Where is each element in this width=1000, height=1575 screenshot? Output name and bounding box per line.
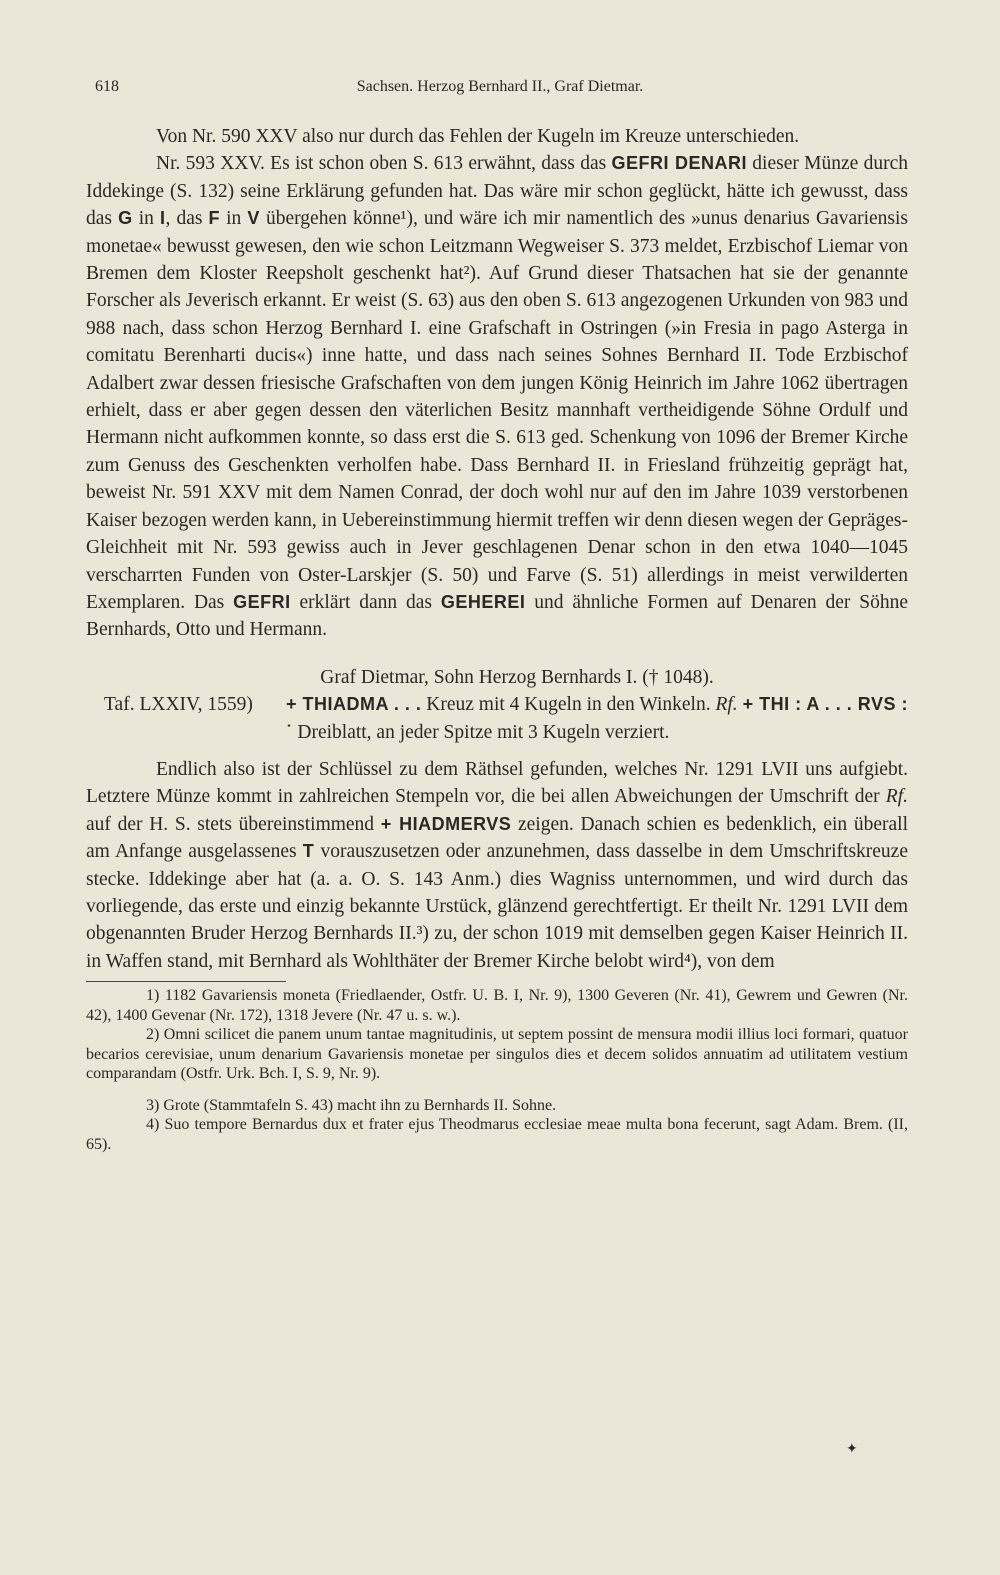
- printer-mark: ✦: [846, 1442, 858, 1457]
- text-run: übergehen könne¹), und wäre ich mir namentlich des »unus denarius Gavariensis monetae« bewusst gewesen, den wie schon Leitzmann Wegweiser S. 373 meldet, Erzbischof Liemar von Bremen dem Kloster Reepsholt geschenkt hat²). Auf Grund dieser Thatsachen hat sie der genannte Forscher als Jeverisch erkannt. Er weist (S. 63) aus den oben S. 613 angezogenen Urkunden von 983 und 988 nach, dass schon Herzog Bernhard I. eine Grafschaft in Ostringen (»in Fresia in pago Asterga in comitatu Berenharti ducis«) inne hatte, und dass nach seines Sohnes Bernhard II. Tode Erzbischof Adalbert zwar dessen friesische Grafschaften von dem jungen König Heinrich im Jahre 1062 übertragen erhielt, dass er aber gegen dessen den väterlichen Besitz mannhaft vertheidigende Söhne Ordulf und Hermann nicht aufkommen konnte, so dass erst die S. 613 ged. Schenkung von 1096 der Bremer Kirche zum Genuss des Geschenkten verholfen habe. Dass Bernhard II. in Friesland frühzeitig geprägt hat, beweist Nr. 591 XXV mit dem Namen Conrad, der doch wohl nur auf den im Jahre 1039 verstorbenen Kaiser bezogen werden kann, in Uebereinstimmung hiermit treffen wir denn diesen wegen der Gepräges-Gleichheit mit Nr. 593 gewiss auch in Jever geschlagenen Denar schon in den etwa 1040—1045 verscharrten Funden von Oster-Larskjer (S. 50) und Farve (S. 51) allerdings in meist verwilderten Exemplaren. Das: [86, 208, 909, 613]
- text-run: auf der H. S. stets übereinstimmend: [86, 813, 381, 835]
- text-run: dieser Münze durch Iddekinge (S. 132) seine Erklärung gefunden hat. Das wäre mir schon geglückt, hätte ich gewusst, dass das: [86, 153, 909, 230]
- text-run: Endlich also ist der Schlüssel zu dem Räthsel gefunden, welches Nr. 1291 LVII uns aufgiebt. Letztere Münze kommt in zahlreichen Stempeln vor, die bei allen Abweichungen der Umschrift der: [86, 758, 908, 808]
- footnote-4: 4) Suo tempore Bernardus dux et frater ejus Theodmarus ecclesiae meae multa bona fecerunt, sagt Adam. Brem. (II, 65).: [86, 1116, 908, 1153]
- text-run: erklärt dann das: [290, 591, 441, 613]
- coin-legend: + THI : A . . . RVS : ˙: [286, 694, 908, 742]
- footnote-1: 1) 1182 Gavariensis moneta (Friedlaender, Ostfr. U. B. I, Nr. 9), 1300 Geveren (Nr. 41), Gewrem und Gewren (Nr. 42), 1400 Gevenar (Nr. 172), 1318 Jevere (Nr. 47 u. s. w.).: [86, 987, 908, 1024]
- coin-letter: G: [118, 208, 133, 229]
- coin-legend: GEFRI DENARI: [611, 153, 747, 174]
- coin-legend: + THIADMA . . .: [286, 694, 422, 715]
- coin-letter: F: [208, 208, 221, 229]
- plate-description: [286, 691, 908, 746]
- coin-letter: I: [159, 208, 166, 229]
- text-run: vorauszusetzen oder anzunehmen, dass dasselbe in dem Umschriftskreuze stecke. Iddekinge aber hat (a. a. O. S. 143 Anm.) dies Wagniss unternommen, und wird durch das vorliegende, das erste und einzig bekannte Urstück, glänzend gerechtfertigt. Er theilt Nr. 1291 LVII dem obgenannten Bruder Herzog Bernhards II.³) zu, der schon 1019 mit demselben gegen Kaiser Heinrich II. in Waffen stand, mit Bernhard als Wohlthäter der Bremer Kirche belobt wird⁴), von dem: [86, 841, 908, 972]
- running-header: [95, 78, 905, 102]
- running-title: Sachsen. Herzog Bernhard II., Graf Dietmar.: [356, 78, 644, 95]
- section-heading: Graf Dietmar, Sohn Herzog Bernhards I. († 1048).: [320, 666, 714, 688]
- text-run: , das: [165, 208, 209, 230]
- footnote-2: 2) Omni scilicet die panem unum tantae magnitudinis, ut septem possint de mensura modii illius loci formari, quatuor becarios cerevisiae, unum denarium Gavariensis monetae per singulos dies et decem solidos annuatim ad utilitatem vestium comparandam (Ostfr. Urk. Bch. I, S. 9, Nr. 9).: [86, 1026, 908, 1083]
- reverse-abbrev: Rf.: [885, 786, 908, 808]
- text-run: und ähnliche Formen auf Denaren der Söhne Bernhards, Otto und Hermann.: [86, 591, 908, 641]
- footnote-3: 3) Grote (Stammtafeln S. 43) macht ihn zu Bernhards II. Sohne.: [146, 1096, 557, 1114]
- paragraph-1: Von Nr. 590 XXV also nur durch das Fehlen der Kugeln im Kreuze unterschieden.: [156, 126, 800, 147]
- text-run: Nr. 593 XXV. Es ist schon oben S. 613 erwähnt, dass das: [156, 153, 612, 175]
- coin-legend: GEFRI: [233, 591, 291, 612]
- text-run: Kreuz mit 4 Kugeln in den Winkeln.: [421, 694, 716, 716]
- coin-legend: GEHEREI: [440, 591, 526, 612]
- reverse-abbrev: Rf.: [715, 694, 738, 716]
- coin-letter: T: [302, 841, 315, 862]
- text-run: Dreiblatt, an jeder Spitze mit 3 Kugeln verziert.: [292, 721, 670, 743]
- text-run: in: [220, 208, 248, 230]
- plate-label: Taf. LXXIV, 1559): [104, 694, 253, 716]
- coin-legend: + HIADMERVS: [380, 813, 512, 834]
- coin-letter: V: [247, 208, 260, 229]
- page-number: 618: [95, 78, 119, 95]
- paragraph-3: [86, 756, 908, 975]
- footnote-separator: [86, 981, 286, 982]
- footnotes: [86, 986, 908, 1154]
- text-run: zeigen. Danach schien es bedenklich, ein überall am Anfange ausgelassenes: [86, 813, 908, 863]
- paragraph-2: [86, 150, 908, 643]
- main-text: [86, 123, 908, 1154]
- text-run: in: [132, 208, 160, 230]
- plate-entry: [86, 691, 908, 746]
